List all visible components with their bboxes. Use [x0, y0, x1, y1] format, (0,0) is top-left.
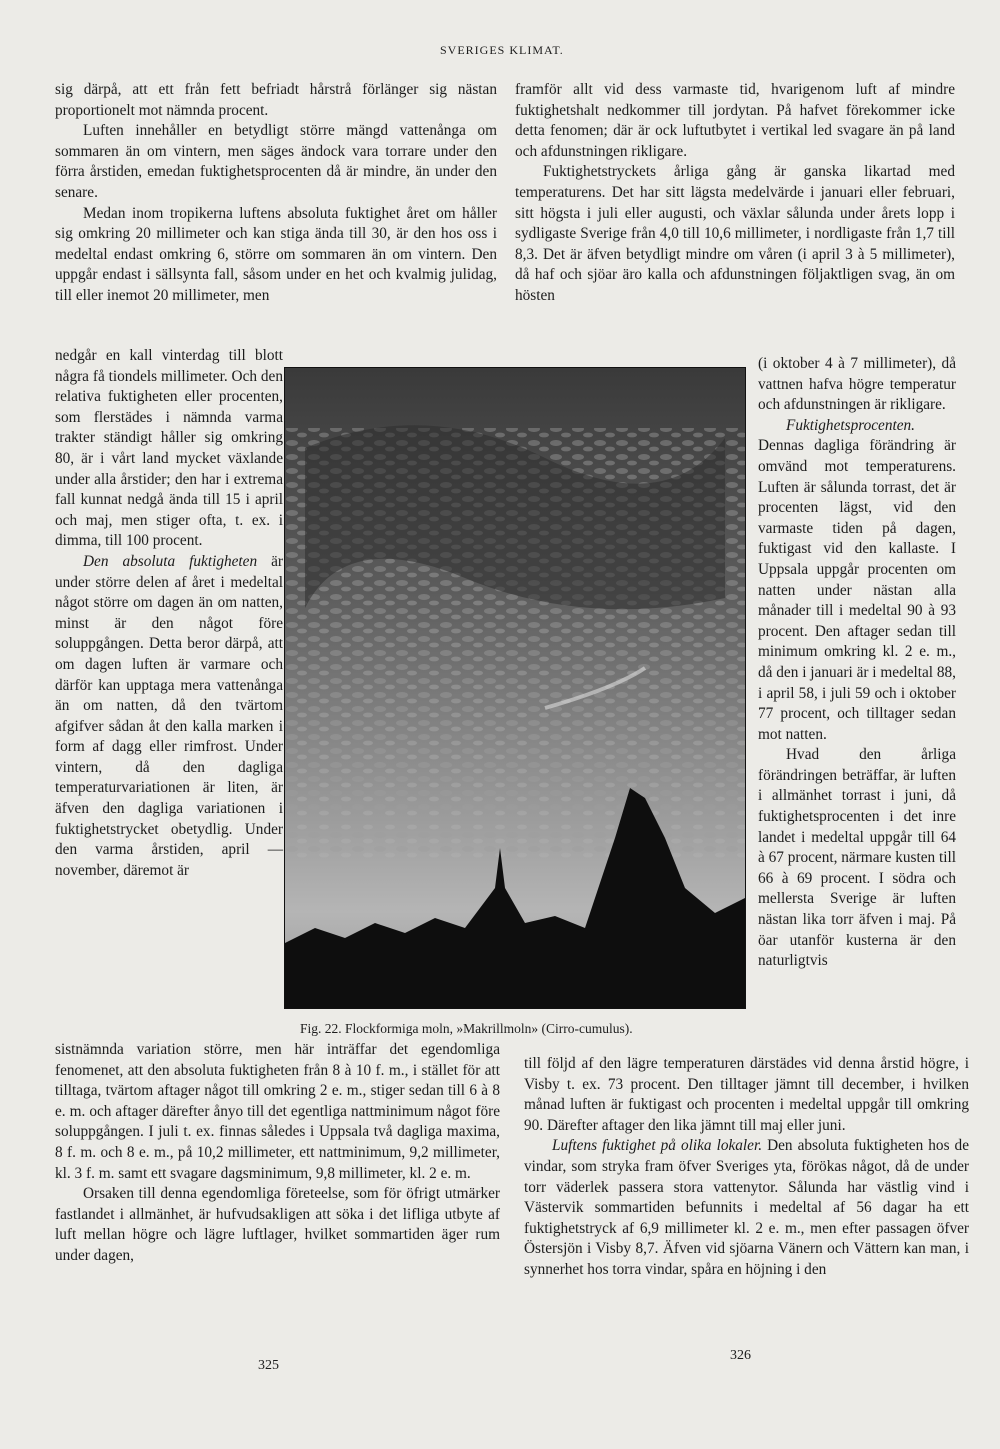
paragraph: Fuktighetstryckets årliga gång är ganska likartad med temperaturens. Det har sitt lägsta medelvärde i januari eller februari, sitt högsta i juli eller augusti, och växlar sålunda under årets lopp i sydligaste Sverige från 4,0 till 10,6 millimeter, i nordligaste från 1,7 till 8,3. Det är äfven betydligt mindre om våren (i april 3 à 5 millimeter), då haf och sjöar äro kalla och afdunstningen följaktligen svag, än om hösten	[515, 163, 955, 304]
paragraph	[524, 1136, 969, 1280]
italic-heading: Fuktighetsprocenten.	[786, 416, 915, 434]
paragraph-text: Den absoluta fuktigheten hos de vindar, som stryka fram öfver Sveriges yta, förökas något, då de under torr väderlek passera stora vattenytor. Sålunda har västlig vind i Västervik sommartiden befunnits i medeltal af 56 dagar ha ett fuktighetstryck af 6,9 millimeter kl. 2 e. m., men efter passagen öfver Östersjön i Visby 8,7. Äfven vid sjöarna Vänern och Vättern kan man, i synnerhet hos torra vindar, spåra en höjning i den	[524, 1137, 969, 1278]
italic-heading: Luftens fuktighet på olika lokaler.	[552, 1137, 763, 1155]
left-column-bottom	[55, 1040, 500, 1267]
paragraph: Hvad den årliga förändringen beträffar, är luften i allmänhet torrast i juni, då fuktighetsprocenten i det inre landet i medeltal uppgår till 64 à 67 procent, närmare kusten till 66 à 69 procent. I södra och mellersta Sverige är luften nästan lika torr äfven i maj. På öar utanför kusterna är den naturligtvis	[758, 746, 956, 970]
left-column-narrow	[55, 346, 283, 881]
left-column-top	[55, 80, 497, 307]
paragraph: nedgår en kall vinterdag till blott några få tiondels millimeter. Och den relativa fuktigheten eller procenten, som flerstädes i nämnda varma trakter ständigt håller sig omkring 80, är i vårt land mycket växlande under alla årstider; den har i extrema fall kunnat nedgå ända till 15 i april och maj, men stiger ofta, t. ex. i dimma, till 100 procent.	[55, 347, 283, 550]
paragraph: (i oktober 4 à 7 millimeter), då vattnen hafva högre temperatur och afdunstningen är rikligare.	[758, 355, 956, 414]
right-column-narrow	[758, 354, 956, 972]
cloud-photograph	[284, 367, 746, 1009]
page-number-right: 326	[730, 1348, 751, 1363]
paragraph: sig därpå, att ett från fett befriadt hårstrå förlänger sig nästan proportionelt mot nämnda procent.	[55, 81, 497, 119]
italic-heading: Den absoluta fuktigheten	[83, 552, 258, 570]
paragraph: till följd af den lägre temperaturen därstädes vid denna årstid högre, i Visby t. ex. 73 procent. Den tilltager jämnt till december, i hvilken månad luften är fuktigast och procenten i medeltal uppgår till omkring 90. Därefter aftager den lika jämnt till maj eller juni.	[524, 1055, 969, 1134]
paragraph: Orsaken till denna egendomliga företeelse, som för öfrigt utmärker fastlandet i allmänhet, är hufvudsakligen att söka i det lifliga utbyte af luft mellan högre och lägre luftlager, hvilket sommartiden äger rum under dagen,	[55, 1185, 500, 1264]
paragraph: Luften innehåller en betydligt större mängd vattenånga om sommaren än om vintern, men säges ändock vara torrare under den förra årstiden, emedan fuktighetsprocenten då är mindre, än under den senare.	[55, 122, 497, 201]
paragraph	[55, 552, 283, 882]
page-number-left: 325	[258, 1358, 279, 1373]
paragraph: sistnämnda variation större, men här inträffar det egendomliga fenomenet, att den absoluta fuktigheten från 8 à 10 f. m., i stället för att tilltaga, tvärtom aftager något till omkring 2 e. m., stiger sedan till 6 à 8 e. m. och aftager därefter ånyo till det egentliga nattminimum något före soluppgången. I juli t. ex. finnas således i Uppsala två dagliga maxima, 8 f. m. och 8 e. m., på 10,2 millimeter, ett nattminimum, 9,2 millimeter, kl. 3 f. m. samt ett svagare dagsminimum, 9,8 millimeter, kl. 2 e. m.	[55, 1041, 500, 1182]
right-column-bottom	[524, 1054, 969, 1281]
paragraph-text: Dennas dagliga förändring är omvänd mot temperaturens. Luften är sålunda torrast, det är procenten lägst, vid den varmaste tiden på dagen, fuktigast vid den kallaste. I Uppsala uppgår procenten om natten under nästan alla månader till i medeltal 90 à 93 procent. Den aftager sedan till minimum omkring kl. 2 e. m., då den i januari är i medeltal 88, i april 58, i juli 59 och i oktober 77 procent, och tilltager sedan mot natten.	[758, 437, 956, 743]
paragraph-text: är under större delen af året i medeltal något större om dagen än om natten, minst är den något före soluppgången. Detta beror därpå, att om dagen luften är varmare och därför kan upptaga mera vattenånga än om natten, då den tvärtom afgifver sådan åt den kalla marken i form af dagg eller rimfrost. Under vintern, då den dagliga temperaturvariationen är liten, är äfven den dagliga variationen i fuktighetstrycket obetydlig. Under den varma årstiden, april —november, däremot är	[55, 552, 284, 879]
figure-caption: Fig. 22. Flockformiga moln, »Makrillmoln» (Cirro-cumulus).	[300, 1021, 633, 1036]
paragraph: Medan inom tropikerna luftens absoluta fuktighet året om håller sig omkring 20 millimeter och kan stiga ända till 30, är den hos oss i medeltal endast omkring 6, större om sommaren än om vintern. Den uppgår endast i sällsynta fall, såsom under en het och kvalmig julidag, till eller inemot 20 millimeter, men	[55, 204, 497, 304]
paragraph: framför allt vid dess varmaste tid, hvarigenom luft af mindre fuktighetshalt nedkommer till jordytan. På hafvet förekommer icke detta fenomen; där är ock luftutbytet i vertikal led svagare än på land och afdunstningen rikligare.	[515, 81, 955, 160]
right-column-top	[515, 80, 955, 307]
paragraph	[758, 416, 956, 746]
cloud-photo-image	[285, 368, 745, 1008]
running-header: SVERIGES KLIMAT.	[440, 43, 564, 57]
